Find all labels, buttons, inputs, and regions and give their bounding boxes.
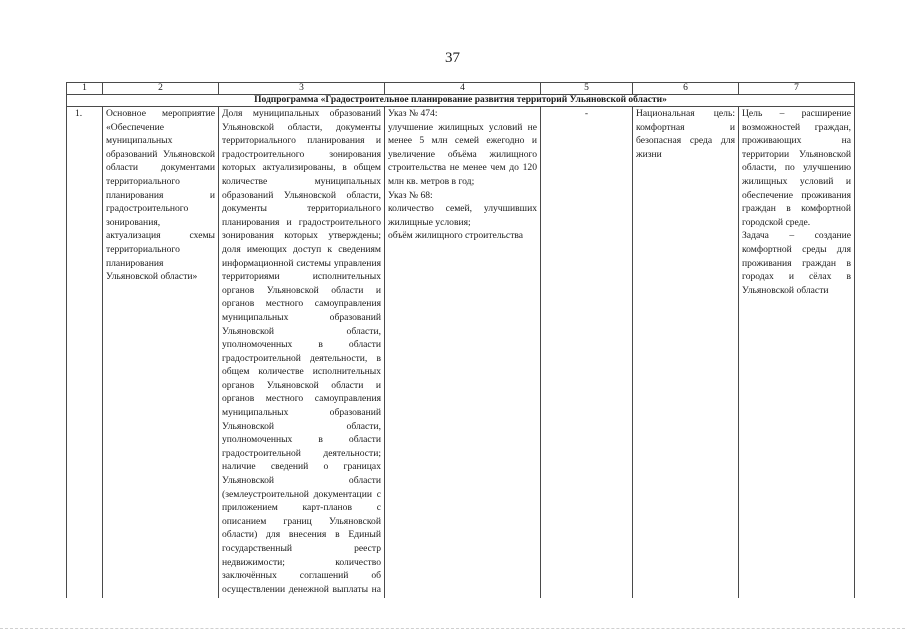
- decree-line: улучшение жилищных условий не менее 5 млн семей ежегодно и увеличение объёма жилищного строительства не менее чем до 120 млн кв. метров в год;: [388, 121, 537, 187]
- table-row: [67, 107, 855, 638]
- column-number-cell: 3: [219, 83, 385, 95]
- column-number-row: [67, 83, 855, 95]
- page-bottom-margin: [0, 598, 905, 640]
- goal-cell: [739, 107, 855, 638]
- subprogram-row: [67, 95, 855, 107]
- column-number-cell: 4: [385, 83, 541, 95]
- column-number-cell: 5: [541, 83, 633, 95]
- activity-cell: Основное мероприятие «Обеспечение муниципальных образований Ульяновской области документами территориального планирования и градостроительного зонирования, актуализация схемы территориального планирования Ульяновской области»: [103, 107, 219, 638]
- decree-line: Указ № 474:: [388, 108, 438, 119]
- goal-line: Задача – создание комфортной среды для проживания граждан в городах и сёлах в Ульяновской области: [742, 230, 851, 296]
- col5-cell: -: [541, 107, 633, 638]
- national-goal-cell: Национальная цель: комфортная и безопасная среда для жизни: [633, 107, 739, 638]
- column-number-cell: 7: [739, 83, 855, 95]
- program-table: [66, 82, 855, 638]
- scan-artifact-line: [0, 628, 905, 630]
- decree-cell: [385, 107, 541, 638]
- column-number-cell: 2: [103, 83, 219, 95]
- column-number-cell: 6: [633, 83, 739, 95]
- goal-line: Цель – расширение возможностей граждан, проживающих на территории Ульяновской области, по улучшению жилищных условий и обеспечение проживания граждан в комфортной городской среде.: [742, 108, 851, 228]
- subprogram-title: Подпрограмма «Градостроительное планирование развития территорий Ульяновской области»: [67, 95, 855, 107]
- decree-line: количество семей, улучшивших жилищные условия;: [388, 203, 537, 228]
- indicators-cell: Доля муниципальных образований Ульяновской области, документы территориального планирования и градостроительного зонирования которых актуализированы, в общем количестве муниципальных образований Ульяновской области, документы территориального планирования и градостроительного зонирования которых утверждены; доля имеющих доступ к сведениям информационной системы управления территориями исполнительных органов Ульяновской области и органов местного самоуправления муниципальных образований Ульяновской области, уполномоченных в области градостроительной деятельности, в общем количестве исполнительных органов Ульяновской области и органов местного самоуправления муниципальных образований Ульяновской области, уполномоченных в области градостроительной деятельности; наличие сведений о границах Ульяновской области (землеустроительной документации с приложением карт-планов с описанием границ Ульяновской области) для внесения в Единый государственный реестр недвижимости; количество заключённых соглашений об осуществлении денежной выплаты на: [219, 107, 385, 638]
- row-number-cell: 1.: [67, 107, 103, 638]
- decree-line: Указ № 68:: [388, 189, 433, 201]
- decree-line: объём жилищного строительства: [388, 230, 524, 242]
- page-number: 37: [445, 50, 460, 66]
- column-number-cell: 1: [67, 83, 103, 95]
